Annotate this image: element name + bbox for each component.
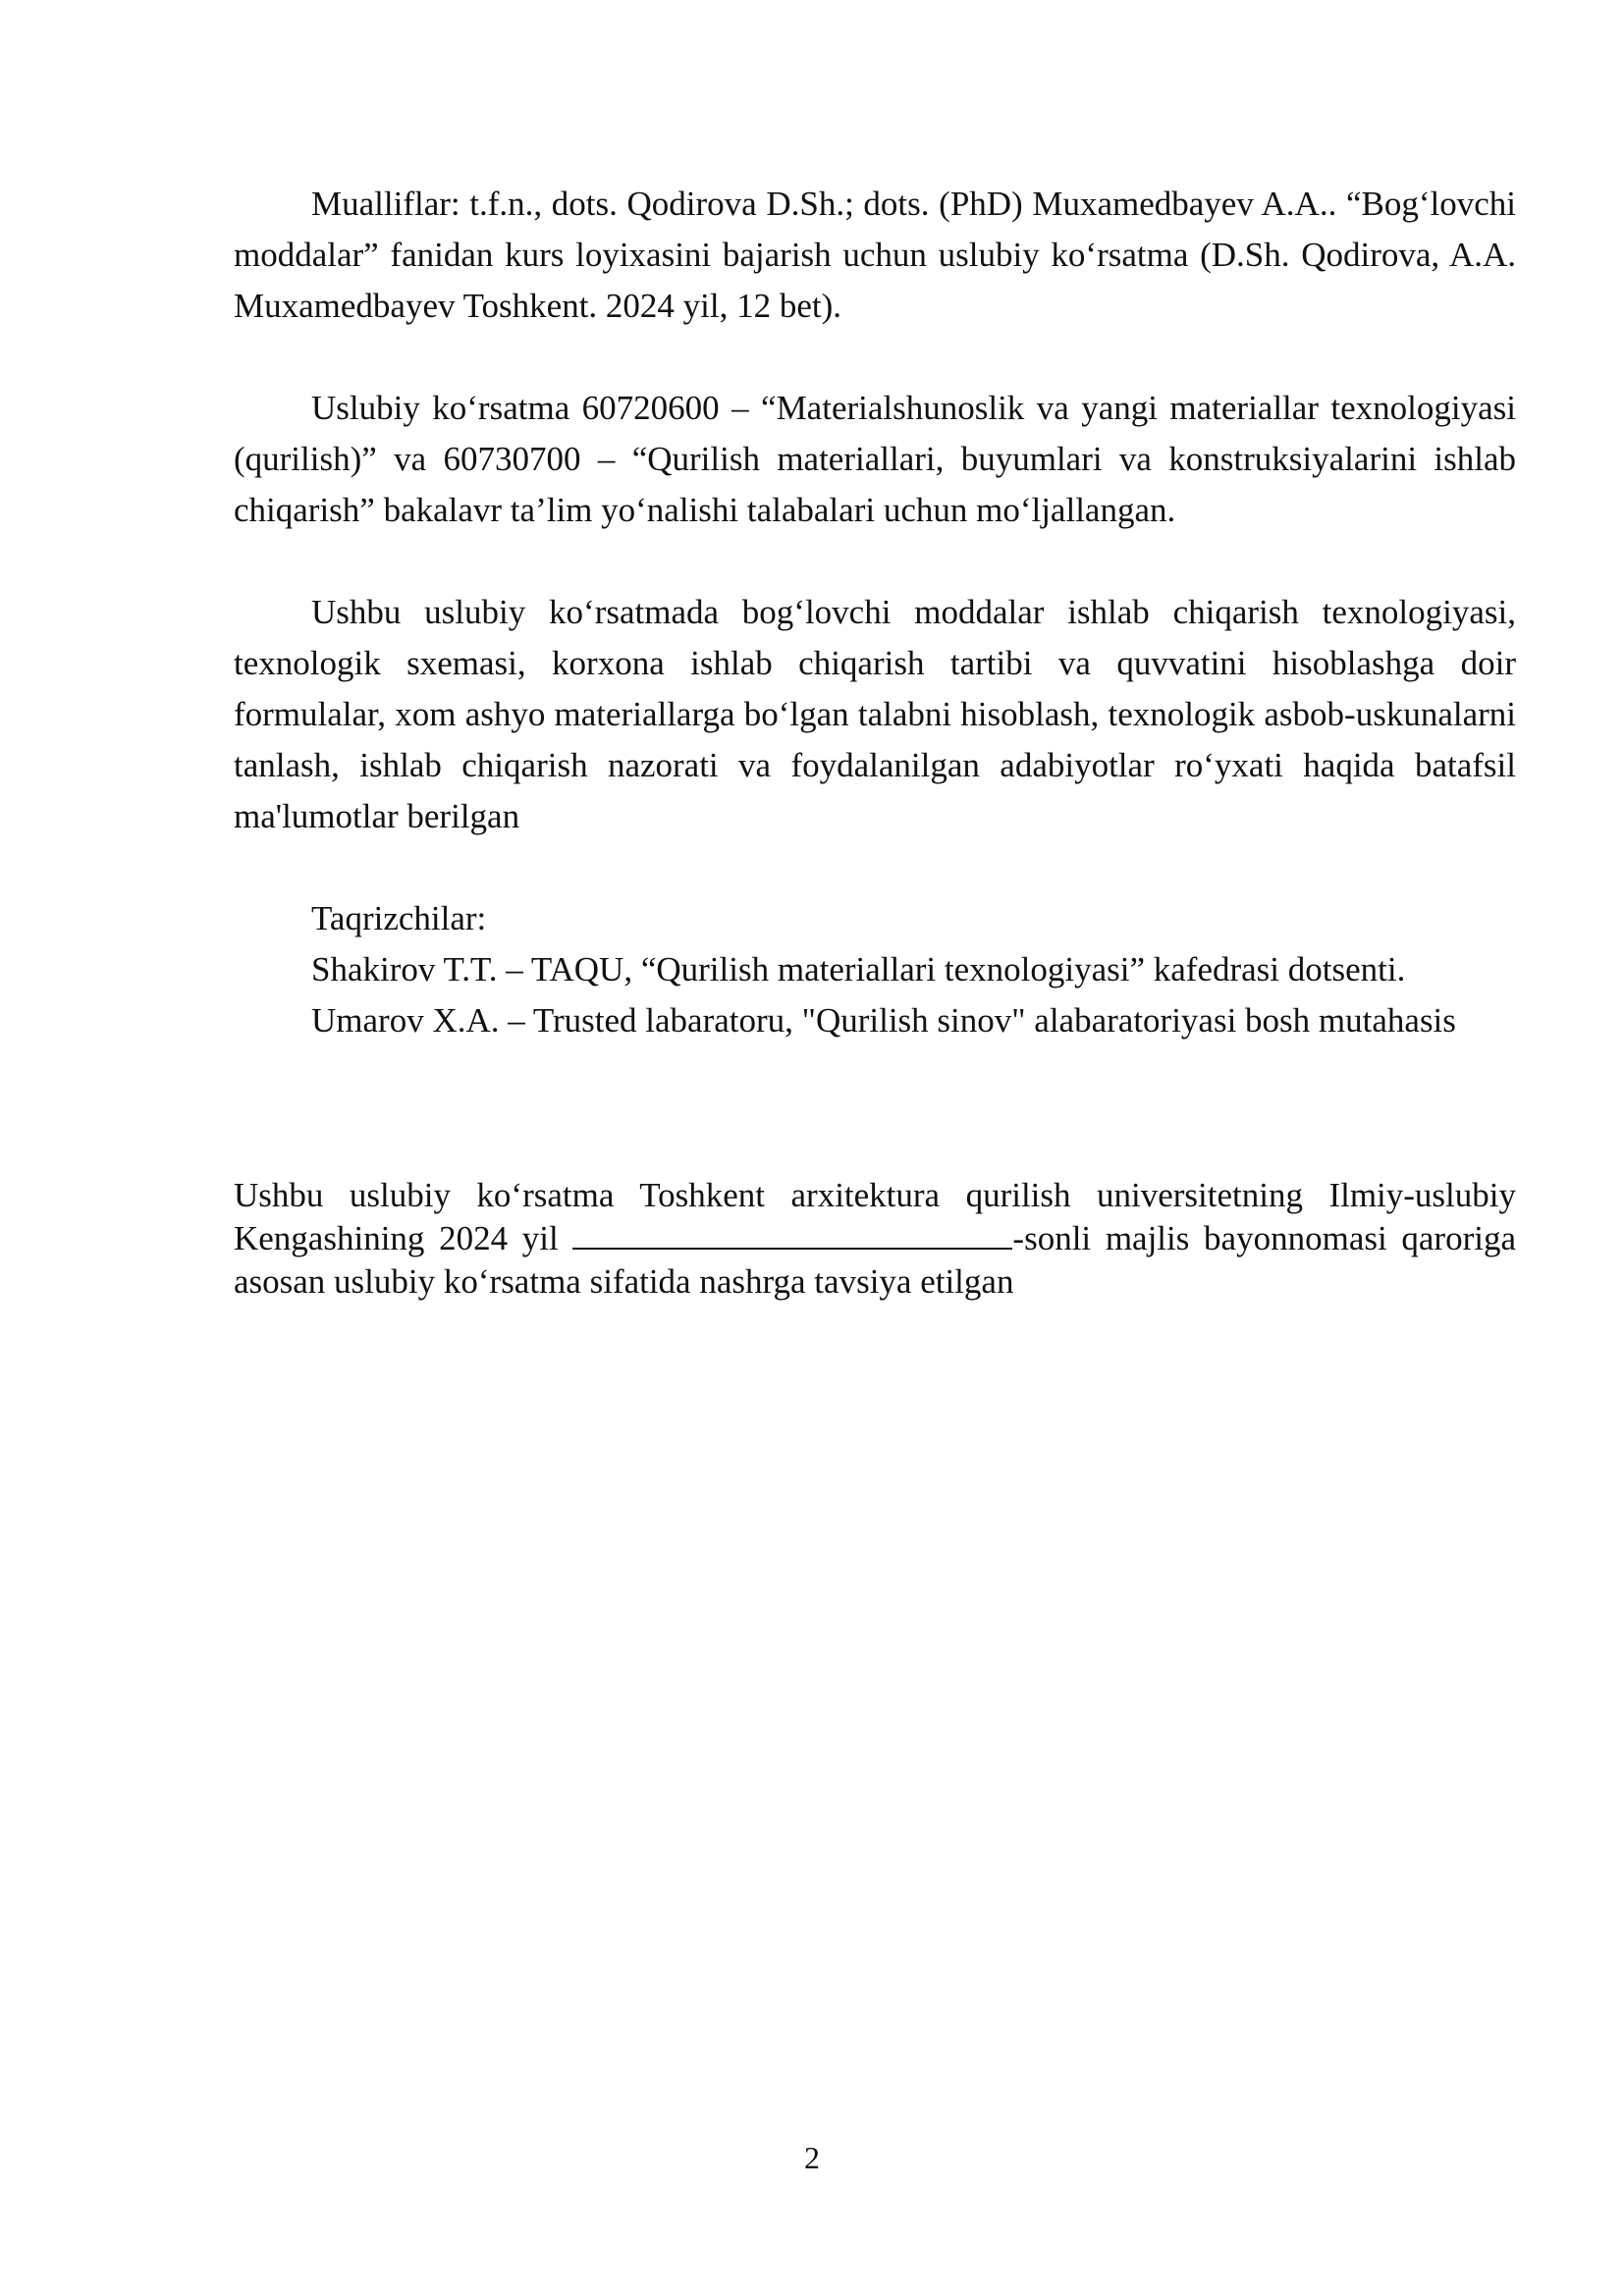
purpose-paragraph: Uslubiy ko‘rsatma 60720600 – “Materialshunoslik va yangi materiallar texnologiyasi (qurilish)” va 60730700 – “Qurilish materiallari, buyumlari va konstruksiyalarini ishlab chiqarish” bakalavr ta’lim yo‘nalishi talabalari uchun mo‘ljallangan. (234, 389, 1516, 529)
authors-label: Mualliflar: (311, 185, 460, 223)
authors-text: t.f.n., dots. Qodirova D.Sh.; dots. (PhD) Muxamedbayev A.A.. “Bog‘lovchi moddalar” fanidan kurs loyixasini bajarish uchun uslubiy ko‘rsatma (D.Sh. Qodirova, A.A. Muxamedbayev Toshkent. 2024 yil, 12 bet). (234, 185, 1516, 325)
reviewers-heading: Taqrizchilar: (311, 899, 487, 937)
summary-paragraph: Ushbu uslubiy ko‘rsatmada bog‘lovchi moddalar ishlab chiqarish texnologiyasi, texnologik sxemasi, korxona ishlab chiqarish tartibi va quvvatini hisoblashga doir formulalar, xom ashyo materiallarga bo‘lgan talabni hisoblash, texnologik asbob-uskunalarni tanlash, ishlab chiqarish nazorati va foydalanilgan adabiyotlar ro‘yxati haqida batafsil ma'lumotlar berilgan (234, 593, 1516, 835)
page-number: 2 (804, 2140, 820, 2175)
reviewer-item-1: Shakirov T.T. – TAQU, “Qurilish materiallari texnologiyasi” kafedrasi dotsenti. (311, 950, 1406, 988)
authors-paragraph (234, 179, 1516, 332)
approval-blank-line (572, 1218, 1012, 1250)
reviewer-item-2: Umarov X.A. – Trusted labaratoru, "Qurilish sinov" alabaratoriyasi bosh mutahasis (311, 1001, 1456, 1040)
document-page (234, 179, 1516, 1304)
approval-paragraph (234, 1174, 1516, 1304)
approval-text-before: Ushbu uslubiy ko‘rsatma Toshkent arxitektura qurilish universitetning Ilmiy-uslubiy Kengashining 2024 yil (234, 1176, 1516, 1257)
approval-text-after: -sonli majlis bayonnomasi qaroriga asosan uslubiy ko‘rsatma sifatida nashrga tavsiya etilgan (234, 1219, 1516, 1301)
